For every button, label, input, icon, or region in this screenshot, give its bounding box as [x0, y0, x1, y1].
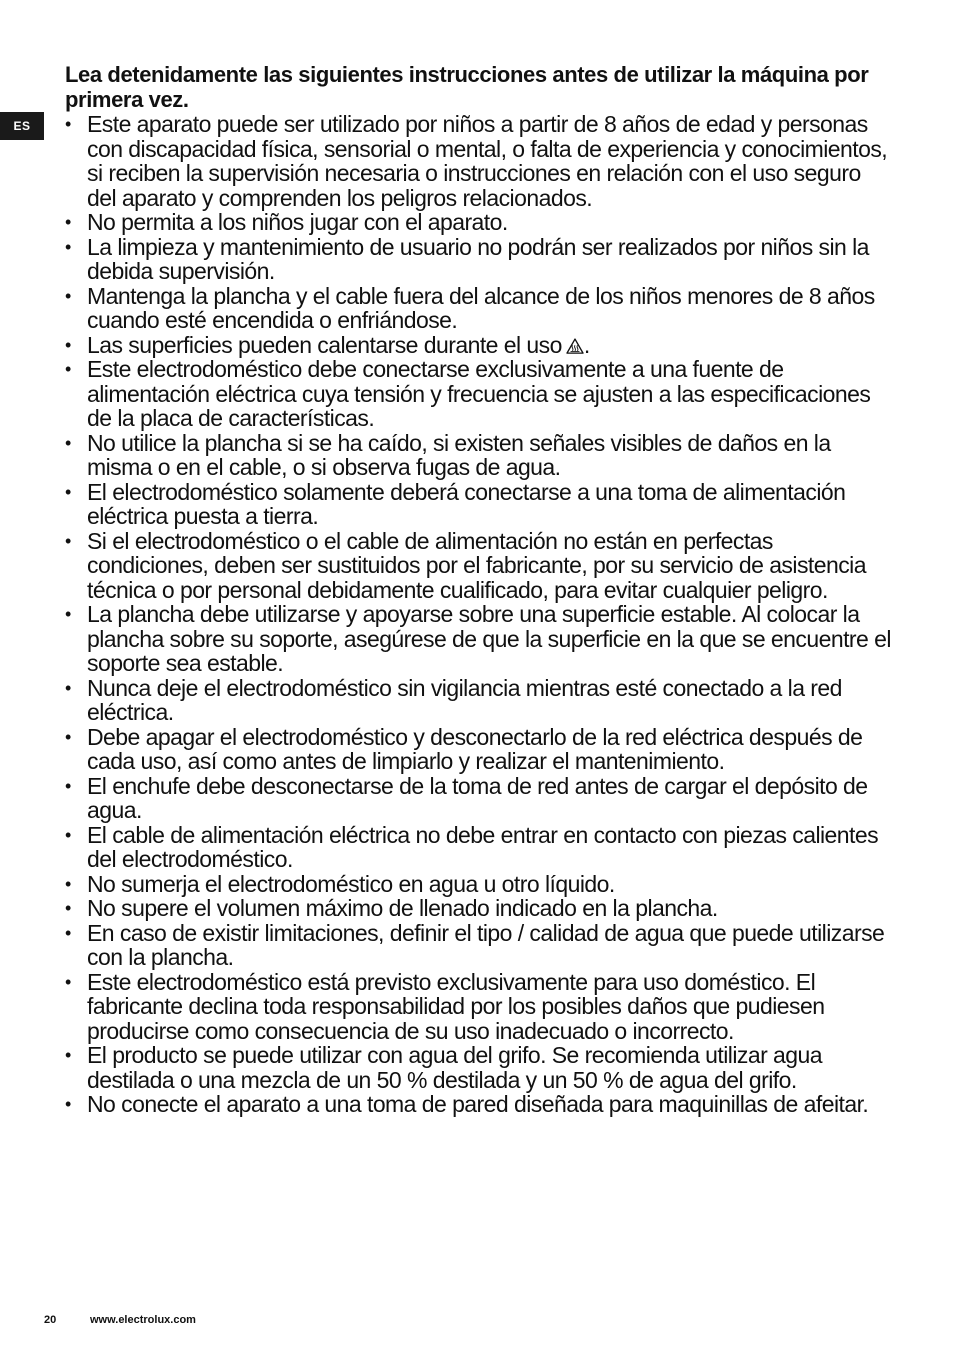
list-item-text: Este electrodoméstico está previsto exclusivamente para uso doméstico. El fabricante declina toda responsabilidad por los posibles daños que pudiesen producirse como consecuencia de su uso inadecuado o incorrecto.: [87, 968, 825, 1044]
list-item: [65, 529, 893, 603]
bullet: •: [65, 824, 71, 845]
list-item: [65, 284, 893, 333]
list-item-text: Mantenga la plancha y el cable fuera del alcance de los niños menores de 8 años cuando esté encendida o enfriándose.: [87, 282, 875, 333]
bullet: •: [65, 873, 71, 894]
bullet: •: [65, 775, 71, 796]
language-tab: [0, 112, 44, 140]
bullet: •: [65, 236, 71, 257]
list-item: [65, 823, 893, 872]
list-item: [65, 1092, 893, 1117]
list-item-text: No utilice la plancha si se ha caído, si existen señales visibles de daños en la misma o en el cable, o si observa fugas de agua.: [87, 429, 831, 480]
list-item: [65, 921, 893, 970]
bullet: •: [65, 898, 71, 918]
list-item-text: El cable de alimentación eléctrica no debe entrar en contacto con piezas calientes del electrodoméstico.: [87, 821, 879, 872]
bullet: •: [65, 604, 71, 624]
bullet: •: [65, 334, 71, 355]
bullet: •: [65, 971, 71, 992]
list-item-text: Nunca deje el electrodoméstico sin vigilancia mientras esté conectado a la red eléctrica.: [87, 674, 842, 725]
list-item-text: En caso de existir limitaciones, definir el tipo / calidad de agua que puede utilizarse con la plancha.: [87, 919, 885, 970]
list-item-text: El enchufe debe desconectarse de la toma de red antes de cargar el depósito de agua.: [87, 772, 868, 823]
list-item-text: No conecte el aparato a una toma de pared diseñada para maquinillas de afeitar.: [87, 1091, 869, 1117]
website-url: www.electrolux.com: [90, 1314, 196, 1326]
list-item: [65, 676, 893, 725]
section-heading: Lea detenidamente las siguientes instrucciones antes de utilizar la máquina por primera vez.: [65, 62, 869, 112]
list-item-text: El producto se puede utilizar con agua del grifo. Se recomienda utilizar agua destilada o una mezcla de un 50 % destilada y un 50 % de agua del grifo.: [87, 1042, 823, 1093]
list-item-suffix: .: [583, 331, 590, 358]
page-number: 20: [44, 1314, 57, 1326]
list-item-text: Si el electrodoméstico o el cable de alimentación no están en perfectas condiciones, deben ser sustituidos por el fabricante, por su servicio de asistencia técnica o por personal debidamente cualificado, para evitar cualquier peligro.: [87, 527, 866, 603]
list-item: [65, 970, 893, 1044]
list-item: [65, 210, 893, 235]
list-item-text: Este aparato puede ser utilizado por niños a partir de 8 años de edad y personas con discapacidad física, sensorial o mental, o falta de experiencia y conocimientos, si reciben la supervisión necesaria o instrucciones en relación con el uso seguro del aparato y comprenden los peligros relacionados.: [87, 111, 888, 211]
bullet: •: [65, 1045, 71, 1065]
instruction-list: [65, 112, 893, 1117]
list-item-text: El electrodoméstico solamente deberá conectarse a una toma de alimentación eléctrica puesta a tierra.: [87, 478, 846, 529]
list-item-text: No permita a los niños jugar con el aparato.: [87, 209, 508, 235]
safety-instructions: [65, 62, 893, 1117]
list-item-text: Las superficies pueden calentarse durante el uso: [87, 331, 562, 358]
list-item: [65, 480, 893, 529]
list-item: [65, 112, 893, 210]
page-footer: [44, 1314, 196, 1326]
list-item: [65, 602, 893, 676]
bullet: •: [65, 359, 71, 379]
list-item: [65, 725, 893, 774]
list-item: [65, 774, 893, 823]
bullet: •: [65, 432, 71, 453]
bullet: •: [65, 285, 71, 306]
list-item-text: No supere el volumen máximo de llenado indicado en la plancha.: [87, 895, 718, 921]
bullet: •: [65, 726, 71, 747]
hot-surface-warning-icon: [566, 338, 584, 354]
list-item: [65, 896, 893, 921]
list-item: [65, 1043, 893, 1092]
bullet: •: [65, 212, 71, 232]
language-label: ES: [13, 119, 31, 133]
list-item: [65, 872, 893, 897]
list-item: [65, 333, 893, 358]
list-item: [65, 431, 893, 480]
bullet: •: [65, 677, 71, 698]
bullet: •: [65, 481, 71, 502]
bullet: •: [65, 530, 71, 551]
list-item-text: La plancha debe utilizarse y apoyarse sobre una superficie estable. Al colocar la plancha sobre su soporte, asegúrese de que la superficie en la que se encuentre el soporte sea estable.: [87, 601, 891, 676]
list-item: [65, 235, 893, 284]
list-item-text: La limpieza y mantenimiento de usuario no podrán ser realizados por niños sin la debida supervisión.: [87, 233, 869, 284]
bullet: •: [65, 1094, 71, 1114]
list-item-text: Debe apagar el electrodoméstico y desconectarlo de la red eléctrica después de cada uso, así como antes de limpiarlo y realizar el mantenimiento.: [87, 723, 863, 774]
list-item: [65, 357, 893, 431]
list-item-text: No sumerja el electrodoméstico en agua u otro líquido.: [87, 870, 615, 897]
bullet: •: [65, 922, 71, 943]
bullet: •: [65, 114, 71, 134]
list-item-text: Este electrodoméstico debe conectarse exclusivamente a una fuente de alimentación eléctrica cuya tensión y frecuencia se ajusten a las especificaciones de la placa de características.: [87, 356, 871, 431]
